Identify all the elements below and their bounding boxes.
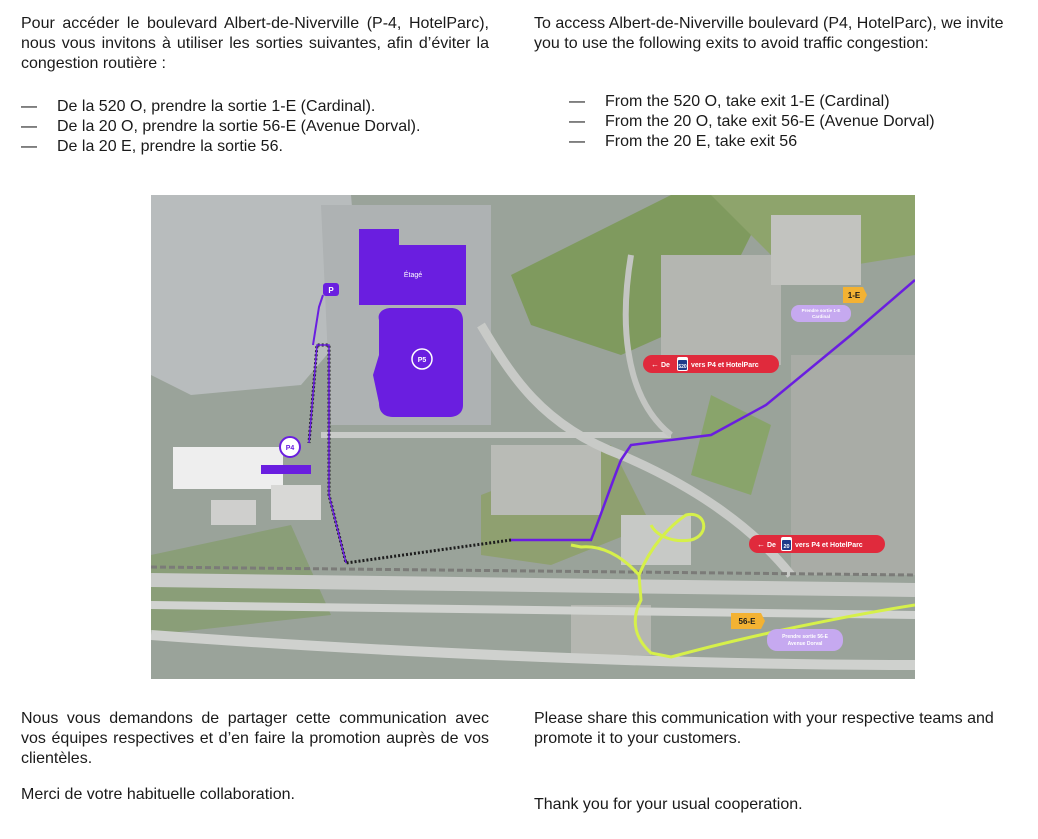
en-thanks: Thank you for your usual cooperation. <box>534 796 803 813</box>
dash-mark: — <box>569 113 585 130</box>
exit-56e-note-line2: Avenue Dorval <box>787 641 823 647</box>
fr-thanks: Merci de votre habituelle collaboration. <box>21 786 295 803</box>
exit-56e-note-bubble <box>767 629 843 651</box>
sign-20-shield: 20 <box>783 544 790 550</box>
p4-parking-strip <box>261 465 311 474</box>
p4-label: P4 <box>285 445 295 452</box>
exit-56e-note-line1: Prendre sortie 56-E <box>782 634 828 640</box>
p5-label: P5 <box>417 357 427 364</box>
fr-exit-item: — De la 20 E, prendre la sortie 56. <box>21 138 283 155</box>
airport-access-map <box>151 195 915 679</box>
sign-20-suffix: vers P4 et HotelParc <box>795 542 863 549</box>
exit-56e-badge: 56-E <box>738 617 756 626</box>
en-intro-paragraph: To access Albert-de-Niverville boulevard (P4, HotelParc), we invite you to use the following exits to avoid traffic congestion: <box>534 15 1004 52</box>
dash-mark: — <box>21 118 37 135</box>
dash-mark: — <box>569 133 585 150</box>
etage-label: Étagé <box>403 272 423 279</box>
en-exit-item: — From the 20 E, take exit 56 <box>569 133 798 150</box>
fr-exit-item: — De la 20 O, prendre la sortie 56-E (Avenue Dorval). <box>21 118 421 135</box>
en-exit-item: — From the 520 O, take exit 1-E (Cardinal) <box>569 93 890 110</box>
fr-share-paragraph: Nous vous demandons de partager cette communication avec vos équipes respectives et d’en faire la promotion auprès de vos clientèles. <box>21 710 489 767</box>
exit-1e-note-line1: Prendre sortie 1-E <box>801 308 841 313</box>
en-exit-list <box>569 92 1009 152</box>
sign-20-prefix: De <box>767 542 776 549</box>
parking-marker-letter: P <box>328 286 334 295</box>
dash-mark: — <box>21 98 37 115</box>
sign-520-suffix: vers P4 et HotelParc <box>691 362 759 369</box>
dash-mark: — <box>21 138 37 155</box>
fr-intro-paragraph: Pour accéder le boulevard Albert-de-Niverville (P-4, HotelParc), nous vous invitons à utiliser les sorties suivantes, afin d’éviter la congestion routière : <box>21 15 489 72</box>
en-share-paragraph: Please share this communication with your respective teams and promote it to your customers. <box>534 710 994 747</box>
sign-520-prefix: De <box>661 362 670 369</box>
exit-1e-badge: 1-E <box>847 291 861 300</box>
exit-1e-note-line2: Cardinal <box>811 314 831 319</box>
fr-exit-item: — De la 520 O, prendre la sortie 1-E (Cardinal). <box>21 98 376 115</box>
arrow-left-icon: ← <box>651 360 659 369</box>
dash-mark: — <box>569 93 585 110</box>
sign-520-shield: 520 <box>678 364 687 370</box>
fr-exit-list <box>21 97 489 157</box>
en-exit-item: — From the 20 O, take exit 56-E (Avenue Dorval) <box>569 113 935 130</box>
arrow-left-icon: ← <box>757 540 765 549</box>
